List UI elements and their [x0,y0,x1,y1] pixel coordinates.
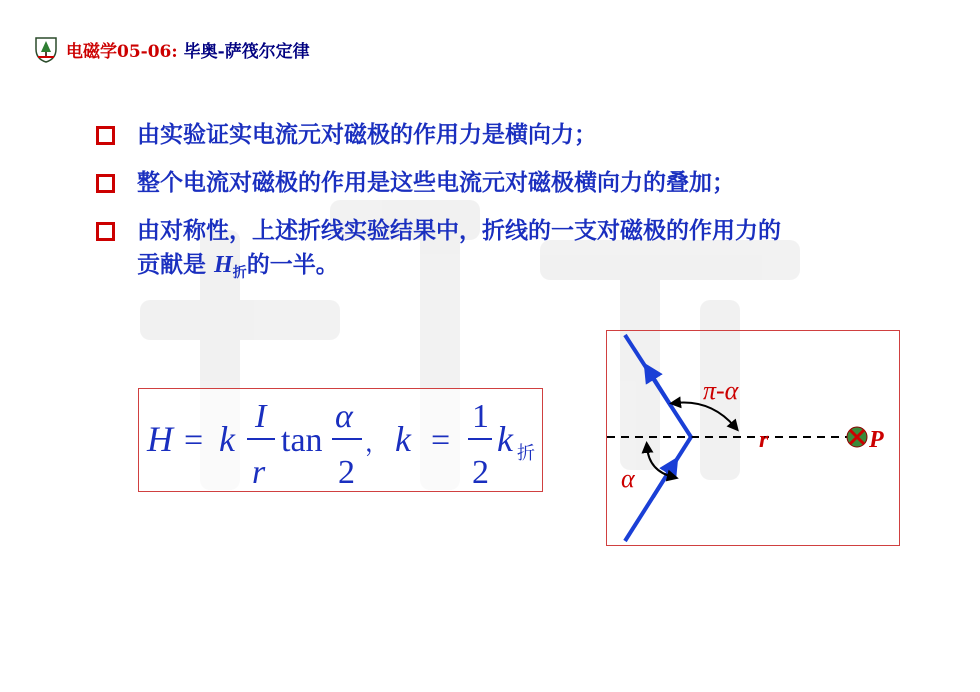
university-crest-icon [34,35,58,63]
page-title [66,37,310,62]
formula-h: H [147,419,173,459]
header [34,34,310,64]
formula-comma: ， [365,431,389,457]
angle-label-pi-minus-alpha: π-α [703,376,739,405]
current-arrow-icon [649,371,671,406]
square-bullet-icon [96,126,115,145]
formula-alpha: α [335,398,353,435]
bullet-list [96,118,796,304]
formula-k: k [395,419,411,459]
distance-label-r: r [759,427,769,453]
h-symbol: H [214,252,233,278]
bullet-text-before: 由对称性，上述折线实验结果中，折线的一支对磁极的作用力的贡献是 [137,218,781,278]
formula-one: 1 [472,398,489,435]
bullet-text: 由实验证实电流元对磁极的作用力是横向力； [137,122,597,148]
bent-wire-diagram [607,331,901,547]
formula-box [138,388,543,492]
formula-frac-denominator: r [252,454,266,491]
bullet-text-after: 的一半。 [246,252,339,278]
diagram-box [606,330,900,546]
formula [139,389,544,493]
current-arrow-icon [653,465,673,497]
bullet-item [96,166,796,200]
bullet-text: 整个电流对磁极的作用是这些电流元对磁极横向力的叠加； [137,170,735,196]
h-subscript: 折 [232,265,247,281]
formula-frac-numerator: I [255,398,267,435]
course-code: 电磁学05-06: [66,41,178,62]
bullet-item [96,214,796,290]
lecture-title: 毕奥-萨筏尔定律 [177,41,310,62]
square-bullet-icon [96,174,115,193]
angle-label-alpha: α [621,464,635,493]
bullet-item [96,118,796,152]
formula-equals: = [184,422,204,459]
formula-two: 2 [338,454,355,491]
square-bullet-icon [96,222,115,241]
point-label-p: P [869,427,884,453]
formula-two: 2 [472,454,489,491]
bullet-text [137,214,787,290]
formula-k-fold: k [497,419,513,459]
formula-tan: tan [281,422,323,459]
formula-equals: = [431,422,451,459]
formula-k: k [219,419,235,459]
formula-subscript: 折 [517,443,535,464]
